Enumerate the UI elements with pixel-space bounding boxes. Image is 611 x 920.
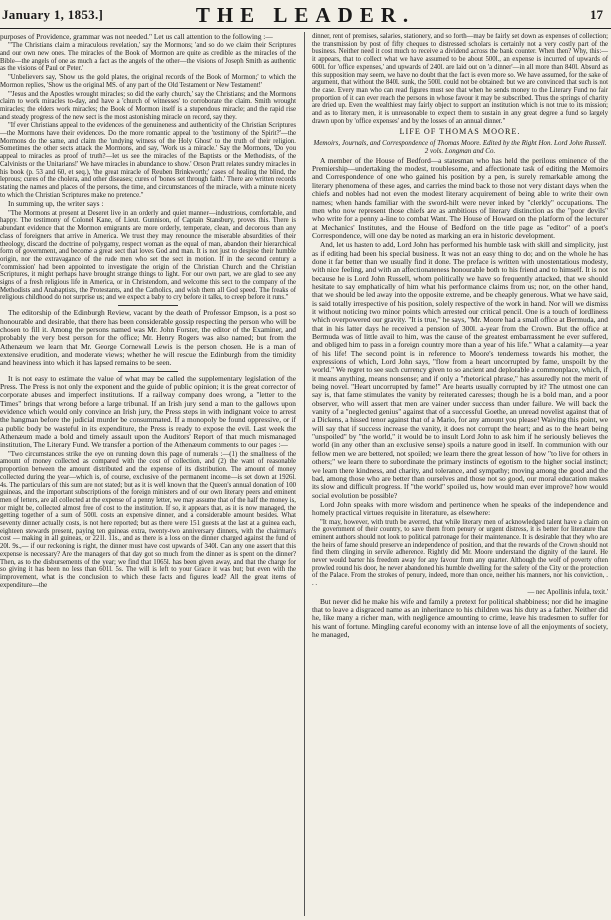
column-divider bbox=[304, 32, 305, 916]
paragraph: It is not easy to estimate the value of what may be called the supplementary legislation of the Press. The Press is not only the exponent and the guide of public opinion; it is the great corrector of corporate abuses and imperfect institutions. If a railway company does wrong, a "letter to the Times" brings that wrong before a large tribunal. If an Irish jury send a man to the gallows upon evidence which would only convince an Irish jury, the Press steps in with indignant voice to arrest the hangman before the judicial murder be consummated. If a monopoly be found oppressive, or if a public body be wasteful in its expenditure, the Press is ready to expose the evil. Last week the Athenæum made a bold and timely assault upon the Auditors' Report of that much mismanaged institution, The Literary Fund. We transfer a portion of the Athenæum comments to our pages :— bbox=[0, 373, 296, 450]
page-number: 17 bbox=[590, 7, 603, 22]
masthead bbox=[0, 0, 611, 29]
review-title: LIFE OF THOMAS MOORE. bbox=[399, 127, 521, 137]
paragraph: purposes of Providence, grammar was not needed." Let us call attention to the following :— bbox=[0, 33, 273, 41]
paragraph: In summing up, the writer says : bbox=[8, 199, 104, 209]
paragraph: The editorship of the Edinburgh Review, vacant by the death of Professor Empson, is a post so honourable and desirable, that there has been considerable gossip respecting the person who will be chosen to fill it. Among the persons named was Mr. John Forster, the editor of the Examiner, and probably the very best person for the office; Mr. Henry Rogers was also named; but from the Athenæum we learn that Mr. George Cornewall Lewis is the person chosen. He is a man of extensive erudition, and moderate views; whether he will rescue the Edinburgh from the timidity and heaviness into which it has lapsed remains to be seen. bbox=[0, 308, 296, 368]
left-column bbox=[0, 33, 296, 915]
section-separator bbox=[118, 371, 178, 372]
paragraph: Lord John speaks with more wisdom and pertinence when he speaks of the independence and homely practical virtues requisite in literature, as elsewhere: bbox=[312, 499, 608, 518]
quoted-paragraph: "'Jesus and the Apostles wrought miracles; so did the early church,' say the Christians; and the Mormons claim to work miracles to-day, and have a 'church of witnesses' to corroborate the claim. Smith wrought miracles; the elders work miracles; the Book of Mormon itself is a stupendous miracle; and the rapid rise and steady progress of the new sect is the most astonishing miracle on record, say they. bbox=[0, 90, 296, 121]
right-column bbox=[312, 33, 608, 915]
quoted-paragraph: "'The Christians claim a miraculous revelation,' say the Mormons; 'and so do we claim their Scriptures and our own new ones. The miracles of the Book of Mormon are quite as credible as the miracles of the Bible—the angels of one as much a fact as the angels of the other—the visions of Joseph Smith as authentic as the visions of Paul or Peter.' bbox=[0, 42, 296, 73]
paragraph: And, let us hasten to add, Lord John has performed his humble task with skill and simplicity, just as if editing had been his special business. It was not an easy thing to do; and on the whole he has done it far better than we usually find it done. The preface is written with unostentatious modesty, with nice feeling, and with an affectionateness honourable both to his friend and to himself. It is not because he is Lord John Russell, whom politically we have so frequently attacked, that we should hesitate to say emphatically of him what his performance claims from us; nor, on the other hand, that we should be led away into the opposite extreme, and be cheaply generous. What we have said, is said totally irrespective of his position, solely respective of the work in hand. Nor will we dismiss it without noticing two minor points which arrested our critical pencil. One is a touch of lordliness which overpowered our gravity. "It is true," he says, "Mr. Moore had a small office at Bermuda, and that in his latter days he received a pension of 300l. a-year from the Crown. But the office at Bermuda was of little avail to him, was the cause of the greatest embarrassment he ever suffered, and obliged him to pass in a foreign country more than a year of his life." What a calamity—a year of his life! The second point is in reference to Moore's tenderness towards his mother, the expressions of which, Lord John says, "flow from a heart uncorrupted by fame, unspoilt by the world." We regret to see such currency given to so ancient and deplorable a commonplace, which, if it means anything, means nonsense; and if only a "rhetorical phrase," has assuredly not the merit of being novel. "Heart uncorrupted by fame!" Are hearts usually corrupted by it? The utmost one can say is, that fame stimulates the vanity by reiterated caresses; though he is a bold man, and a poor observer, who will assert that men are vainer under success than under failure. We will back the vanity of a "neglected genius" against that of a successful Goethe, an unread novelist against that of a Dickens, a hissed tenor against that of a Mario, for any amount you please! Waiving this point, we will say that if success increase the vanity, it does not corrupt the heart; and as to the heart being "unspoiled" by "the world," it would be to insult Lord John to ask him if he seriously believes the world (in any other than an exclusive sense) spoils a nature good in itself. In communion with our fellow men we are bettered, not spoiled; we learn there the great lesson of how "to live for others in others;" we learn there to subordinate the primary instincts of egotism to the higher social instinct; we learn there kindness, and charity, and tolerance, and sympathy; moving among the good and the bad, among those who are better than ourselves and those not so good, our moral education makes its slow and difficult progress. If "the world" spoiled us, how would man ever improve? how would social evolution be possible? bbox=[312, 240, 608, 500]
quoted-paragraph: "It may, however, with truth be averred, that while literary men of acknowledged talent have a claim on the government of their country, to save them from penury or urgent distress, it is better for literature that eminent authors should not look to political patronage for their maintenance. It is desirable that they who are the heirs of fame should preserve an independence of position, and that the rewards of the Crown should not find them clinging in servile adherence. Rightly did Mr. Moore understand the dignity of the laurel. He never would barter his freedom away for any favour from any quarter. Although the wolf of poverty often prowled round his door, he never abandoned his humble dwelling for the safety of the City or the protection of the Palace. From the strokes of penury, indeed, more than once, neither his manners, nor his conviction, . . . bbox=[312, 518, 608, 588]
quoted-paragraph: dinner, rent of premises, salaries, stationery, and so forth—may be fairly set down as expenses of collection; the transmission by post of fifty cheques to distressed scholars is certainly not a very costly part of the business. Neither need it cost much to receive a dividend across the bank counter. When then? Why, this:—it appears, that to collect what we have assumed to be about 500l., an expense is incurred of upwards of 600l. for 'office expenses,' and upwards of 240l. are laid out on 'a dinner'—in all more than 840l. Absurd as this supposition may seem, we have no doubt that the fact is even more so. We have assumed, for the sake of argument, that without the 840l. sunk, the 500l. could not be obtained: but we are convinced that such is not the case. Every man who can read figures must see that when he sends money to the Literary Fund no fair proportion of it can ever reach the persons in whose favour it may be subscribed. Thus the springs of charity are dried up. Even the wealthiest may fairly object to support an institution which is not true to its mission; and as to literary men, it is unreasonable to expect them to sustain in any great degree a fund so largely drawn upon by 'office expenses' and by the losses of an annual dinner." bbox=[312, 33, 608, 125]
quoted-paragraph: "Unbelievers say, 'Show us the gold plates, the original records of the Book of Mormon;' to which the Mormon replies, 'Show us the original MS. of any part of the Old Testament or New Testament!' bbox=[0, 74, 296, 89]
issue-date: January 1, 1853.] bbox=[2, 7, 104, 22]
quoted-paragraph: "If ever Christians appeal to the evidences of the genuineness and authenticity of the Christian Scriptures—the Mormons have their evidences. Do the more romantic appeal to the 'testimony of the Spirit?'—the Mormons do the same, and claim the 'undying witness of the Holy Ghost' to the truth of their religion. Sometimes the other sects attack the Mormons, and say, 'Work us a miracle.' Say the Mormons, 'Do you appeal to miracles as proof of truth?—let us see the miracles of the Baptists or the Methodists, of the Calvinists or the Unitarians!' We have miracles in abundance to show.' Orson Pratt relates sundry miracles in his book (p. 53 and 60, et seq.), 'the great miracle of Reuben Brinkworth;' cases of healing the blind, the leprous; cures of the cholera, and other diseases; cures of 'bones set through faith.' There are written records stating the names and places of the persons, the time, and circumstances of the miracle, with a minute nicety to which the Christian Scriptures make no pretence." bbox=[0, 122, 296, 199]
paragraph: A member of the House of Bedford—a statesman who has held the perilous eminence of the Premiership—undertaking the modest, troublesome, and affectionate task of editing the Memoirs and Correspondence of one who gained his position by a pen, is surely remarkable among the literary phenomena of these ages, and carries the mind back to those not very distant days when the chiefs and nobles had not even the modest literary acquirement of being able to write their own names; when hands familiar with the sword-hilt were never inked by "clerkly" occupations. The men who now represent those chiefs are as ambitious of literary distinction as the "poor devils" who write for a penny a-line to combat Want. The House of Howard on the platform of the lecturer at Mechanics' Institutes, and the House of Bedford on the title page as "editor" of a poet's Correspondence, will one day be noted as marking an era in historic development. bbox=[312, 155, 608, 240]
paragraph: But never did he make his wife and family a pretext for political shabbiness; nor did he imagine that to leave a disgraced name as an inheritance to his children was his duty as a father. Neither did he, like many a richer man, with negligence amounting to crime, leave his tradesmen to suffer for his want of fortune. Mingling careful economy with an intense love of all the enjoyments of society, he managed, bbox=[312, 596, 608, 639]
review-subtitle: Memoirs, Journals, and Correspondence of Thomas Moore. Edited by the Right Hon. Lord John Russell. 2 vols. Longman and Co. bbox=[313, 138, 607, 155]
quoted-paragraph: "Two circumstances strike the eye on running down this page of numerals :—(1) the smallness of the amount of money collected as compared with the cost of collection, and (2) the want of reasonable proportion between the amount distributed and the expense of its distribution. The amount of money collected during the year—which is, of course, exclusive of the permanent income—is set down at 1926l. 4s. The particulars of this sum are not stated; but as it is well known that the Queen's annual donation of 100 guineas, and the important subscriptions of the foreign ministers and of our own literary peers and eminent men of letters, are all collected at the expense of a penny letter, we may assume that of the half the money is, or might be, collected almost free of cost to the institution. If so, it appears that, as it is now managed, the getting together of a sum of 500l. costs an expensive dinner, and a considerable amount besides. What seventy dinner actually costs, is not here reported; but as there were 151 guests at the last at a guinea each, eighteen stewards present, paying ten guineas extra, twenty-two anniversary dinners, with the chairman's cost — making in all guineas, or 221l. 11s., and as there is a loss on the dinner charged against the fund of 20l. 9s.,— if our reckoning is right, the dinner must have cost upwards of 340l. Can any one assert that this expense is necessary? Are the managers of that day got so much from the dinner as is spent on the dinner? Then, as to the disbursements of the year; we find that 1065l. has been given away, and that the charge for so giving it has been no less than 601l. 5s. The will is left to your Grace it was but; but even with the improvement, what is the conclusion to which these facts and figures lead? All the great items of expenditure—the bbox=[0, 450, 296, 589]
section-separator bbox=[118, 305, 178, 306]
quoted-line: — nec Apollinis infula, texit.' bbox=[527, 588, 608, 596]
newspaper-title: THE LEADER. bbox=[195, 3, 416, 27]
quoted-paragraph: "The Mormons at present at Deseret live in an orderly and quiet manner—industrious, comfortable, and happy. The testimony of Colonel Kane, of Lieut. Gunnison, of Captain Stansbury, proves this. There is abundant evidence that the Mormon emigrants are more orderly, temperate, clean, and decorous than any class of foreigners that arrive in America. We trust they may renounce the miserable absurdities of their theology, discard the doctrine of polygamy, respect woman as the equal of man, abandon their hierarchical form of government, and become a great sect that loves God and man. It is not just to despise their humble origin, nor the extravagance of the rude men who set the sect in motion. If in the second century a 'commission' had been appointed to investigate the origin of the Christian Church and the Christian Scriptures, it might perhaps have brought strange things to light. For our own part, we are glad to see any signs of a fresh religious life in America, or in Christendom, and welcome this sect to the company of the Methodists and Anabaptists, the Protestants, and the Catholics, and wish them all God speed. The freaks of religious childhood do not surprise us; and we expect a baby to cry before it talks, to creep before it runs." bbox=[0, 209, 296, 302]
